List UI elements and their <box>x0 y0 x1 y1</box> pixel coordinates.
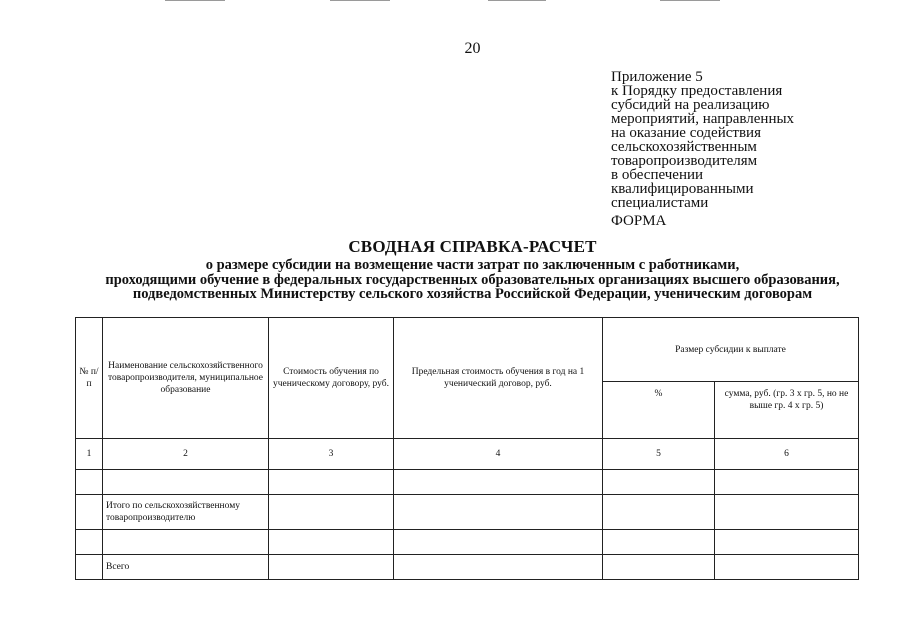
top-rule <box>330 0 390 1</box>
table-cell <box>269 495 394 530</box>
table-cell <box>394 555 603 580</box>
column-number: 3 <box>269 439 394 470</box>
document-subtitle <box>0 258 905 302</box>
header-percent: % <box>603 382 715 439</box>
subtitle-line: о размере субсидии на возмещение части затрат по заключенным с работниками, <box>205 257 740 273</box>
table-cell <box>76 470 103 495</box>
table-row <box>76 555 859 580</box>
top-rule <box>165 0 225 1</box>
top-rule <box>488 0 546 1</box>
table-header-row <box>76 318 859 382</box>
header-cost: Стоимость обучения по ученическому договору, руб. <box>269 318 394 439</box>
table-row <box>76 530 859 555</box>
appendix-line: товаропроизводителям <box>611 153 758 169</box>
table-cell <box>394 530 603 555</box>
table-row <box>76 495 859 530</box>
appendix-line: квалифицированными <box>611 181 754 197</box>
subtitle-line: подведомственных Министерству сельского хозяйства Российской Федерации, ученическим договорам <box>132 286 813 302</box>
table-cell <box>269 555 394 580</box>
calculation-table <box>75 317 859 580</box>
table-cell <box>269 470 394 495</box>
appendix-line: специалистами <box>611 195 709 211</box>
table-cell <box>603 530 715 555</box>
table-cell <box>394 495 603 530</box>
appendix-line: Приложение 5 <box>611 69 703 85</box>
form-label: ФОРМА <box>611 213 667 229</box>
appendix-line: к Порядку предоставления <box>611 83 783 99</box>
header-num: № п/п <box>76 318 103 439</box>
table-cell <box>603 470 715 495</box>
column-number: 6 <box>715 439 859 470</box>
column-number: 5 <box>603 439 715 470</box>
table-cell <box>715 555 859 580</box>
table-cell <box>269 530 394 555</box>
header-sum: сумма, руб. (гр. 3 х гр. 5, но не выше гр. 4 х гр. 5) <box>715 382 859 439</box>
table-cell <box>76 555 103 580</box>
row-label-subtotal: Итого по сельскохозяйственному товаропроизводителю <box>103 495 269 530</box>
row-label-total: Всего <box>103 555 269 580</box>
header-max-cost: Предельная стоимость обучения в год на 1 ученический договор, руб. <box>394 318 603 439</box>
top-rule <box>660 0 720 1</box>
appendix-line: сельскохозяйственным <box>611 139 757 155</box>
table-cell <box>715 470 859 495</box>
column-number: 1 <box>76 439 103 470</box>
header-name: Наименование сельскохозяйственного товаропроизводителя, муниципальное образование <box>103 318 269 439</box>
table-cell <box>715 495 859 530</box>
row-label <box>103 470 269 495</box>
table-cell <box>76 530 103 555</box>
table-cell <box>603 555 715 580</box>
column-number: 4 <box>394 439 603 470</box>
appendix-line: на оказание содействия <box>611 125 761 141</box>
table-row <box>76 470 859 495</box>
header-subsidy-group: Размер субсидии к выплате <box>603 318 859 382</box>
appendix-block <box>611 70 841 210</box>
subtitle-line: проходящими обучение в федеральных государственных образовательных организациях высшего образования, <box>105 271 840 288</box>
document-title: СВОДНАЯ СПРАВКА-РАСЧЕТ <box>348 237 597 256</box>
page-number: 20 <box>464 40 481 57</box>
appendix-line: в обеспечении <box>611 167 704 183</box>
column-number-row <box>76 439 859 470</box>
appendix-line: субсидий на реализацию <box>611 97 770 113</box>
row-label <box>103 530 269 555</box>
table-cell <box>76 495 103 530</box>
table-cell <box>394 470 603 495</box>
appendix-line: мероприятий, направленных <box>611 111 795 127</box>
column-number: 2 <box>103 439 269 470</box>
table-cell <box>603 495 715 530</box>
table-cell <box>715 530 859 555</box>
